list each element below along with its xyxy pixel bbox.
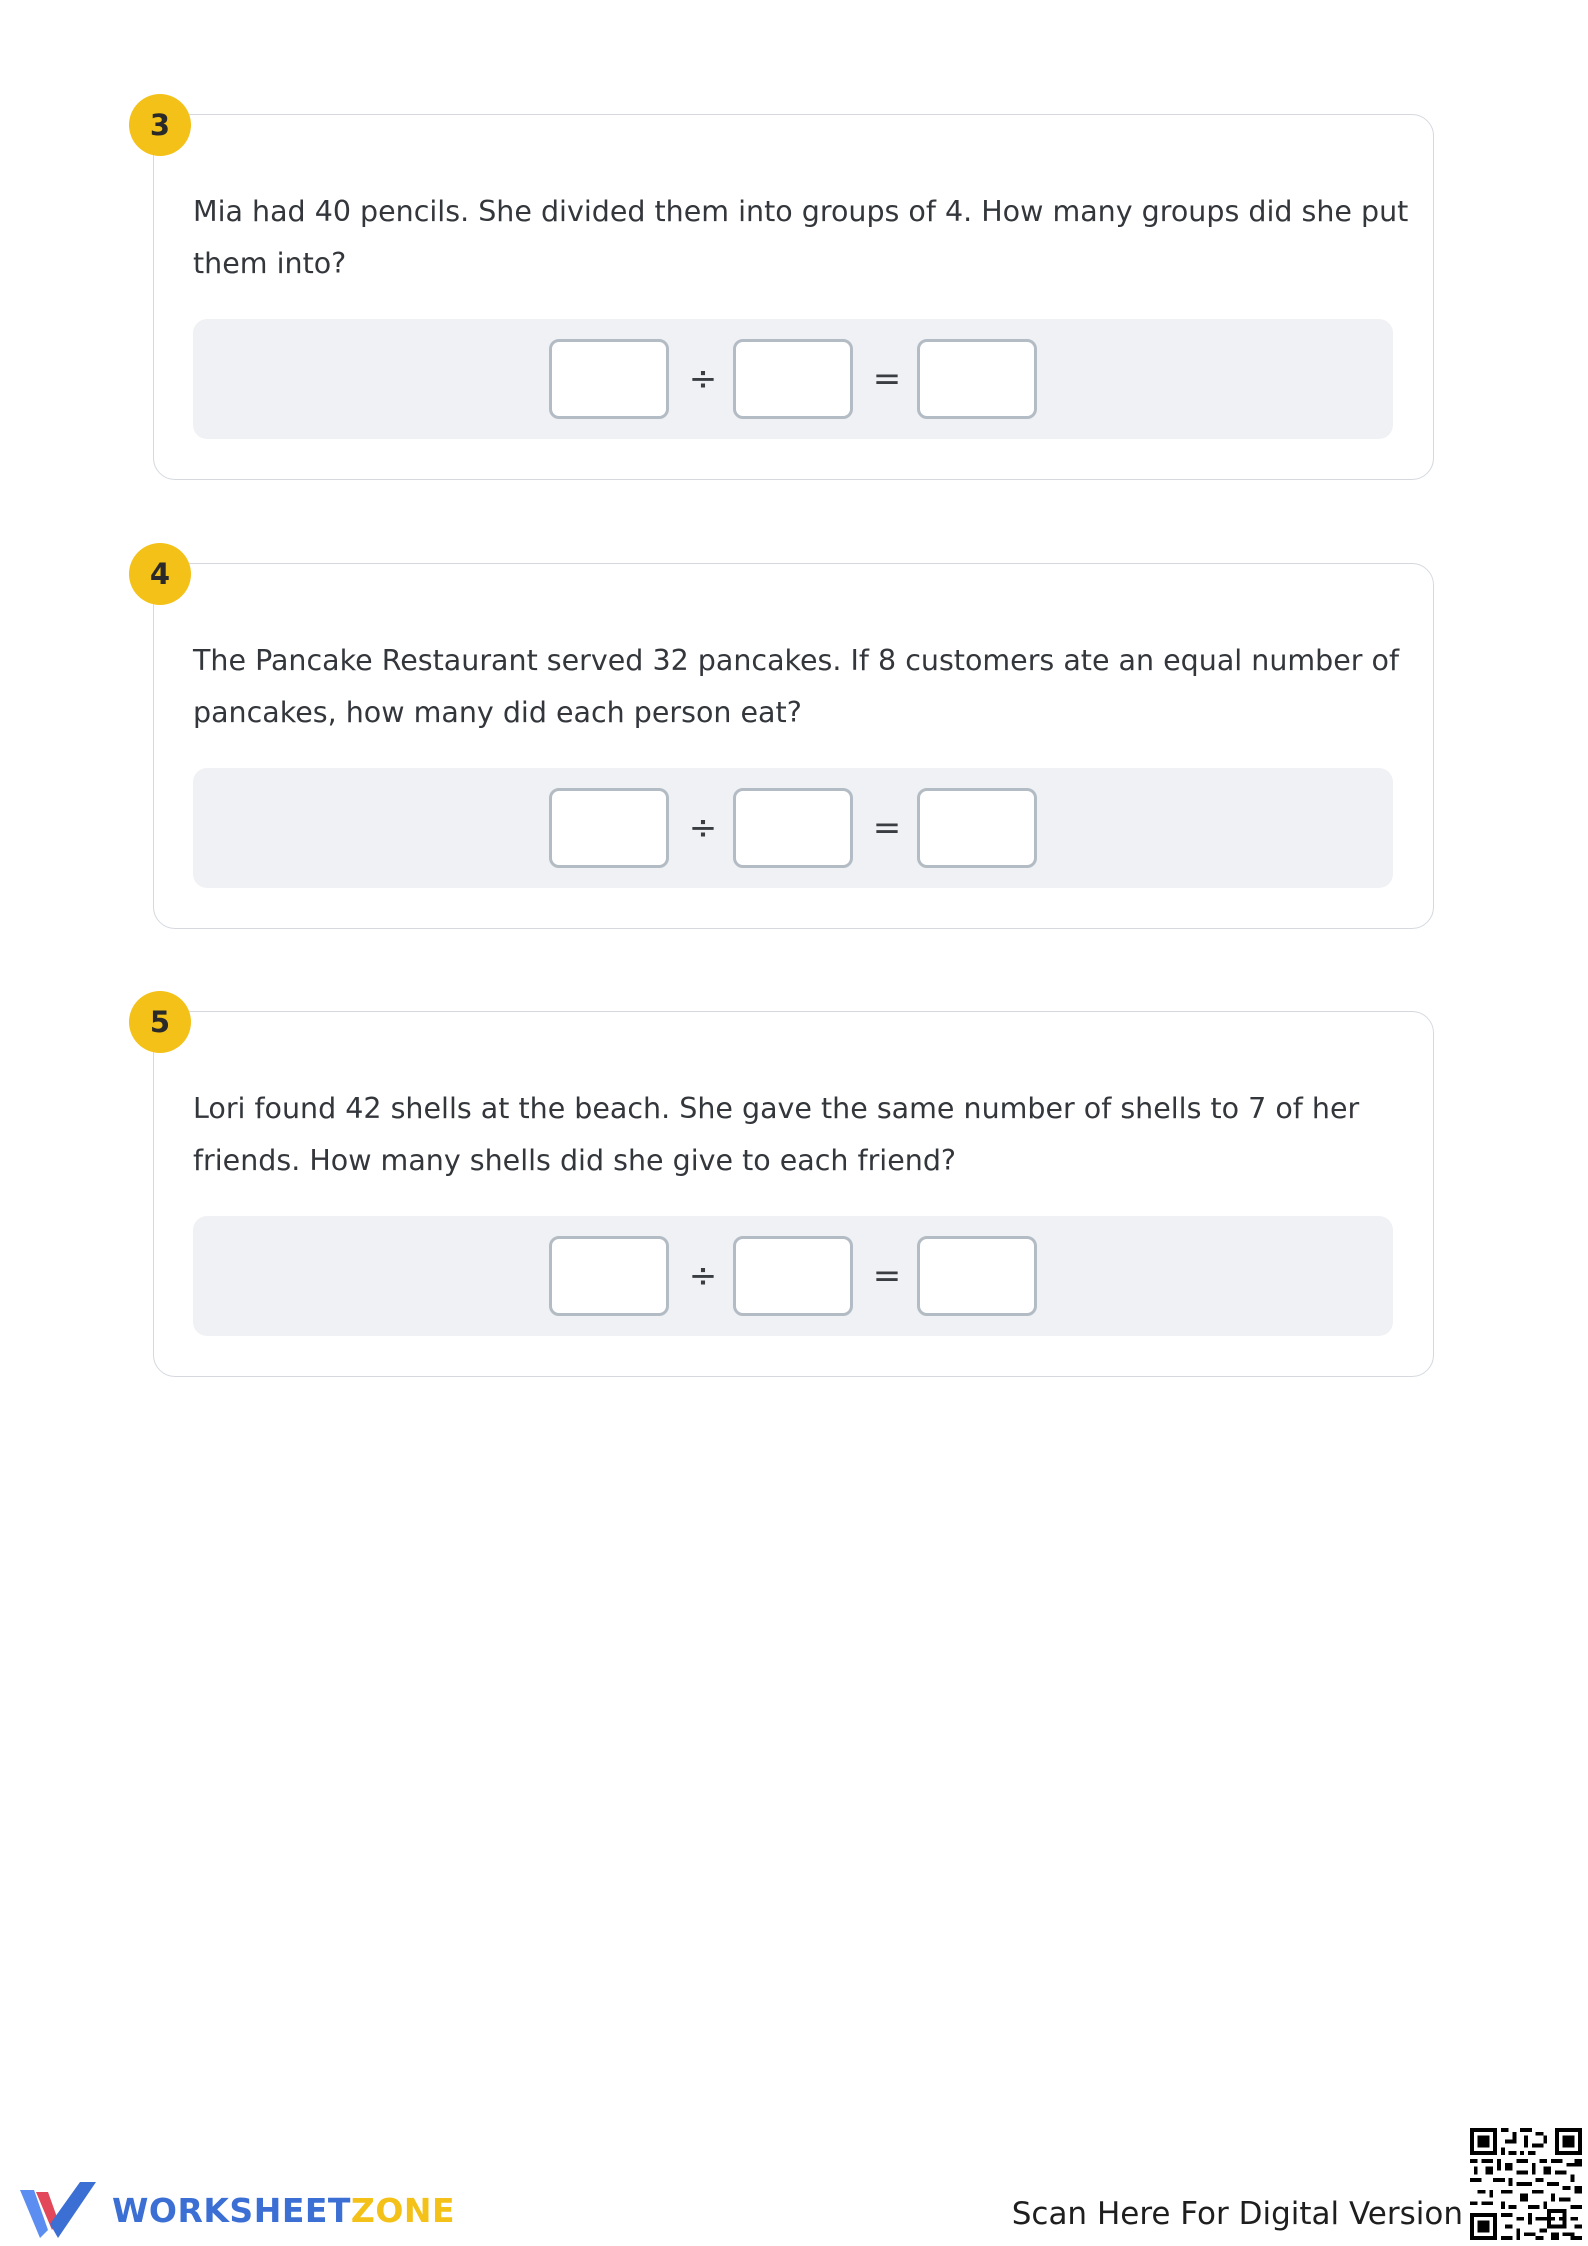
answer-area	[193, 768, 1393, 888]
quotient-answer-box[interactable]	[917, 788, 1037, 868]
divisor-answer-box[interactable]	[733, 1236, 853, 1316]
divisor-answer-box[interactable]	[733, 339, 853, 419]
problem-question: Mia had 40 pencils. She divided them into groups of 4. How many groups did she put them into?	[193, 195, 1409, 280]
worksheetzone-logo[interactable]	[18, 2178, 455, 2242]
problem-question: Lori found 42 shells at the beach. She gave the same number of shells to 7 of her friends. How many shells did she give to each friend?	[193, 1092, 1360, 1177]
divide-sign: ÷	[688, 1256, 718, 1296]
divide-sign: ÷	[688, 359, 718, 399]
problem-card-3	[149, 108, 1434, 480]
quotient-answer-box[interactable]	[917, 1236, 1037, 1316]
scan-here-text: Scan Here For Digital Version	[1011, 2196, 1463, 2232]
qr-code-icon[interactable]	[1470, 2128, 1582, 2240]
logo-text-zone: ZONE	[350, 2190, 456, 2230]
logo-text-worksheet: WORKSHEET	[112, 2190, 351, 2230]
problem-number-badge: 5	[129, 991, 191, 1053]
problem-card-4	[149, 557, 1434, 929]
divisor-answer-box[interactable]	[733, 788, 853, 868]
equals-sign: =	[872, 359, 902, 399]
equals-sign: =	[872, 1256, 902, 1296]
logo-text	[112, 2191, 455, 2230]
problem-number-badge: 3	[129, 94, 191, 156]
problem-number-badge: 4	[129, 543, 191, 605]
answer-area	[193, 1216, 1393, 1336]
equals-sign: =	[872, 808, 902, 848]
dividend-answer-box[interactable]	[549, 339, 669, 419]
divide-sign: ÷	[688, 808, 718, 848]
dividend-answer-box[interactable]	[549, 1236, 669, 1316]
problem-card-5	[149, 1005, 1434, 1377]
worksheetzone-logo-icon	[18, 2180, 98, 2240]
problem-question: The Pancake Restaurant served 32 pancakes. If 8 customers ate an equal number of pancakes, how many did each person eat?	[193, 644, 1400, 729]
dividend-answer-box[interactable]	[549, 788, 669, 868]
answer-area	[193, 319, 1393, 439]
quotient-answer-box[interactable]	[917, 339, 1037, 419]
